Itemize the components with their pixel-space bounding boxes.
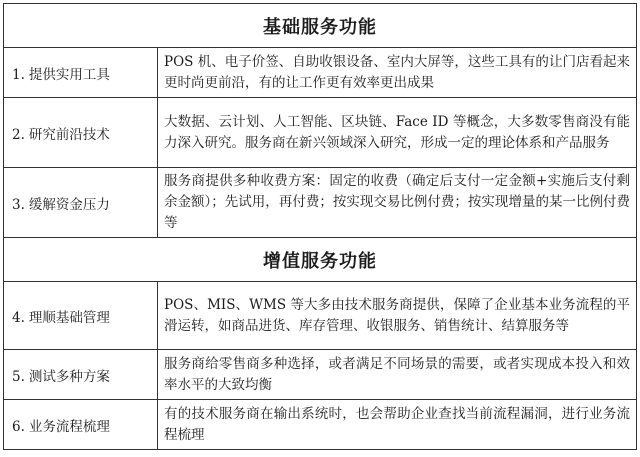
row-description: POS、MIS、WMS 等大多由技术服务商提供，保障了企业基本业务流程的平滑运转，如商品进货、库存管理、收银服务、销售统计、结算服务等 bbox=[158, 282, 637, 350]
row-label-cell bbox=[4, 400, 158, 450]
section-title-basic: 基础服务功能 bbox=[4, 4, 637, 48]
table-row bbox=[4, 168, 637, 238]
row-description: 服务商提供多种收费方案：固定的收费（确定后支付一定金额+实施后支付剩余金额）；先试用，再付费；按实现交易比例付费；按实现增量的某一比例付费等 bbox=[158, 168, 637, 238]
row-label-cell bbox=[4, 282, 158, 350]
row-number: 3. bbox=[12, 196, 25, 213]
row-number: 1. bbox=[12, 66, 25, 83]
row-description: 大数据、云计划、人工智能、区块链、Face ID 等概念，大多数零售商没有能力深入研究。服务商在新兴领域深入研究，形成一定的理论体系和产品服务 bbox=[158, 98, 637, 168]
table-row bbox=[4, 48, 637, 98]
table-row bbox=[4, 98, 637, 168]
row-description: 有的技术服务商在输出系统时，也会帮助企业查找当前流程漏洞，进行业务流程梳理 bbox=[158, 400, 637, 450]
row-label: 提供实用工具 bbox=[28, 66, 110, 83]
row-label: 测试多种方案 bbox=[28, 368, 110, 385]
table-row bbox=[4, 400, 637, 450]
table-row bbox=[4, 350, 637, 400]
row-label: 研究前沿技术 bbox=[28, 126, 110, 143]
section-header-row bbox=[4, 4, 637, 48]
row-number: 5. bbox=[12, 368, 25, 385]
row-description: 服务商给零售商多种选择，或者满足不同场景的需要，或者实现成本投入和效率水平的大致均衡 bbox=[158, 350, 637, 400]
row-label: 理顺基础管理 bbox=[28, 309, 110, 326]
table-row bbox=[4, 282, 637, 350]
row-label: 业务流程梳理 bbox=[28, 418, 110, 435]
row-label-cell bbox=[4, 168, 158, 238]
row-label-cell bbox=[4, 98, 158, 168]
services-table bbox=[3, 3, 637, 450]
row-description: POS 机、电子价签、自助收银设备、室内大屏等，这些工具有的让门店看起来更时尚更前沿，有的让工作更有效率更出成果 bbox=[158, 48, 637, 98]
section-title-value-added: 增值服务功能 bbox=[4, 238, 637, 282]
row-label: 缓解资金压力 bbox=[28, 196, 110, 213]
row-number: 2. bbox=[12, 126, 25, 143]
row-label-cell bbox=[4, 350, 158, 400]
row-label-cell bbox=[4, 48, 158, 98]
row-number: 4. bbox=[12, 309, 25, 326]
row-number: 6. bbox=[12, 418, 25, 435]
section-header-row bbox=[4, 238, 637, 282]
